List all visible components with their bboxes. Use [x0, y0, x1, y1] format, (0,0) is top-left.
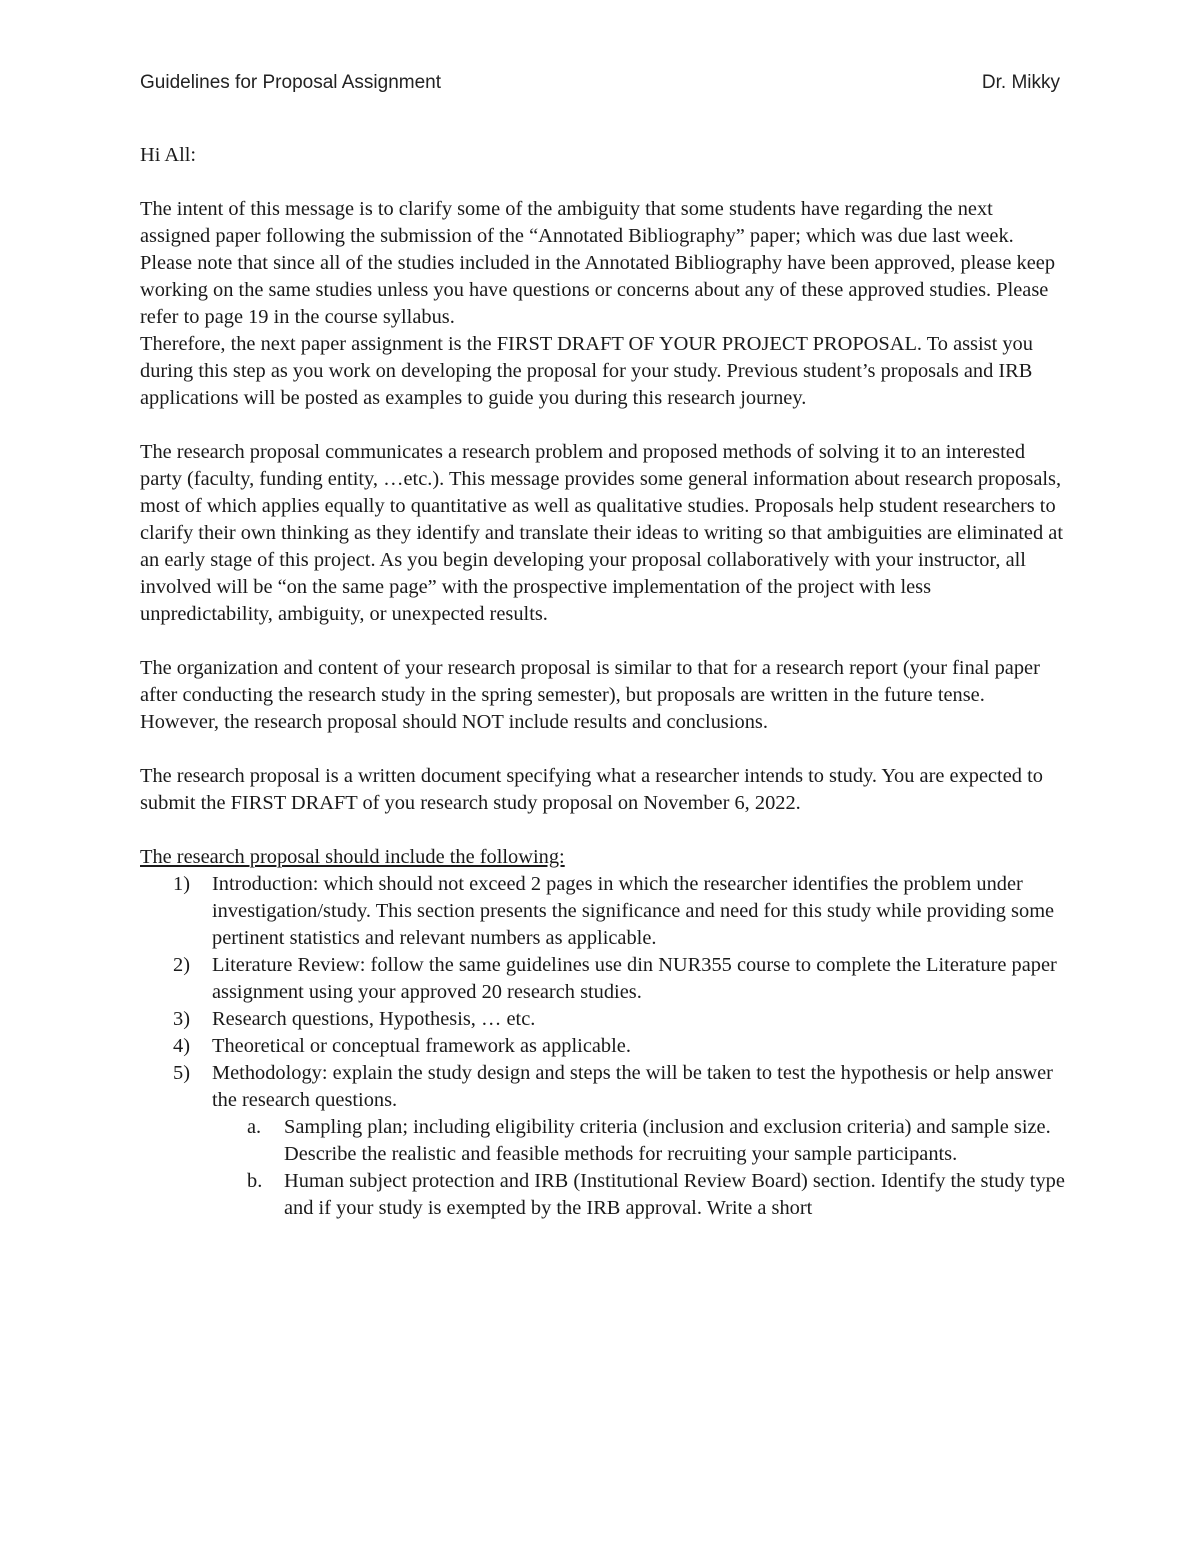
paragraph-due-date: The research proposal is a written document specifying what a researcher intends to study. You are expected to submit the FIRST DRAFT of you research study proposal on November 6, 2022.: [140, 765, 1043, 814]
document-body: [140, 142, 1065, 1222]
methodology-sublist: [140, 1114, 1065, 1222]
sublist-item: b. Human subject protection and IRB (Institutional Review Board) section. Identify the study type and if your study is exempted by the IRB approval. Write a short: [247, 1170, 1065, 1219]
page-header: [140, 72, 1060, 102]
paragraph-intent: The intent of this message is to clarify some of the ambiguity that some students have regarding the next assigned paper following the submission of the “Annotated Bibliography” paper; which was due last week. Please note that since all of the studies included in the Annotated Bibliography have been approved, please keep working on the same studies unless you have questions or concerns about any of these approved studies. Please refer to page 19 in the course syllabus.: [140, 198, 1056, 328]
list-heading: The research proposal should include the following:: [140, 846, 565, 868]
header-author: Dr. Mikky: [981, 72, 1060, 93]
sublist-item: a. Sampling plan; including eligibility criteria (inclusion and exclusion criteria) and sample size. Describe the realistic and feasible methods for recruiting your sample participants.: [247, 1116, 1051, 1165]
list-item: 5) Methodology: explain the study design and steps the will be taken to test the hypothesis or help answer the research questions.: [173, 1062, 1053, 1111]
paragraph-organization: The organization and content of your research proposal is similar to that for a research report (your final paper after conducting the research study in the spring semester), but proposals are written in the future tense. However, the research proposal should NOT include results and conclusions.: [140, 657, 1040, 733]
list-item: 3) Research questions, Hypothesis, … etc.: [173, 1008, 536, 1030]
greeting: Hi All:: [140, 144, 197, 166]
paragraph-proposal-purpose: The research proposal communicates a research problem and proposed methods of solving it to an interested party (faculty, funding entity, …etc.). This message provides some general information about research proposals, most of which applies equally to quantitative as well as qualitative studies. Proposals help student researchers to clarify their own thinking as they identify and translate their ideas to writing so that ambiguities are eliminated at an early stage of this project. As you begin developing your proposal collaboratively with your instructor, all involved will be “on the same page” with the prospective implementation of the project with less unpredictability, ambiguity, or unexpected results.: [140, 441, 1063, 625]
list-item: 4) Theoretical or conceptual framework as applicable.: [173, 1035, 631, 1057]
header-title: Guidelines for Proposal Assignment: [140, 72, 441, 93]
list-item: 1) Introduction: which should not exceed 2 pages in which the researcher identifies the problem under investigation/study. This section presents the significance and need for this study while providing some pertinent statistics and relevant numbers as applicable.: [173, 873, 1055, 949]
list-item: 2) Literature Review: follow the same guidelines use din NUR355 course to complete the Literature paper assignment using your approved 20 research studies.: [173, 954, 1057, 1003]
paragraph-next-assignment: Therefore, the next paper assignment is the FIRST DRAFT OF YOUR PROJECT PROPOSAL. To assist you during this step as you work on developing the proposal for your study. Previous student’s proposals and IRB applications will be posted as examples to guide you during this research journey.: [140, 333, 1033, 409]
requirements-list: [140, 871, 1065, 1114]
